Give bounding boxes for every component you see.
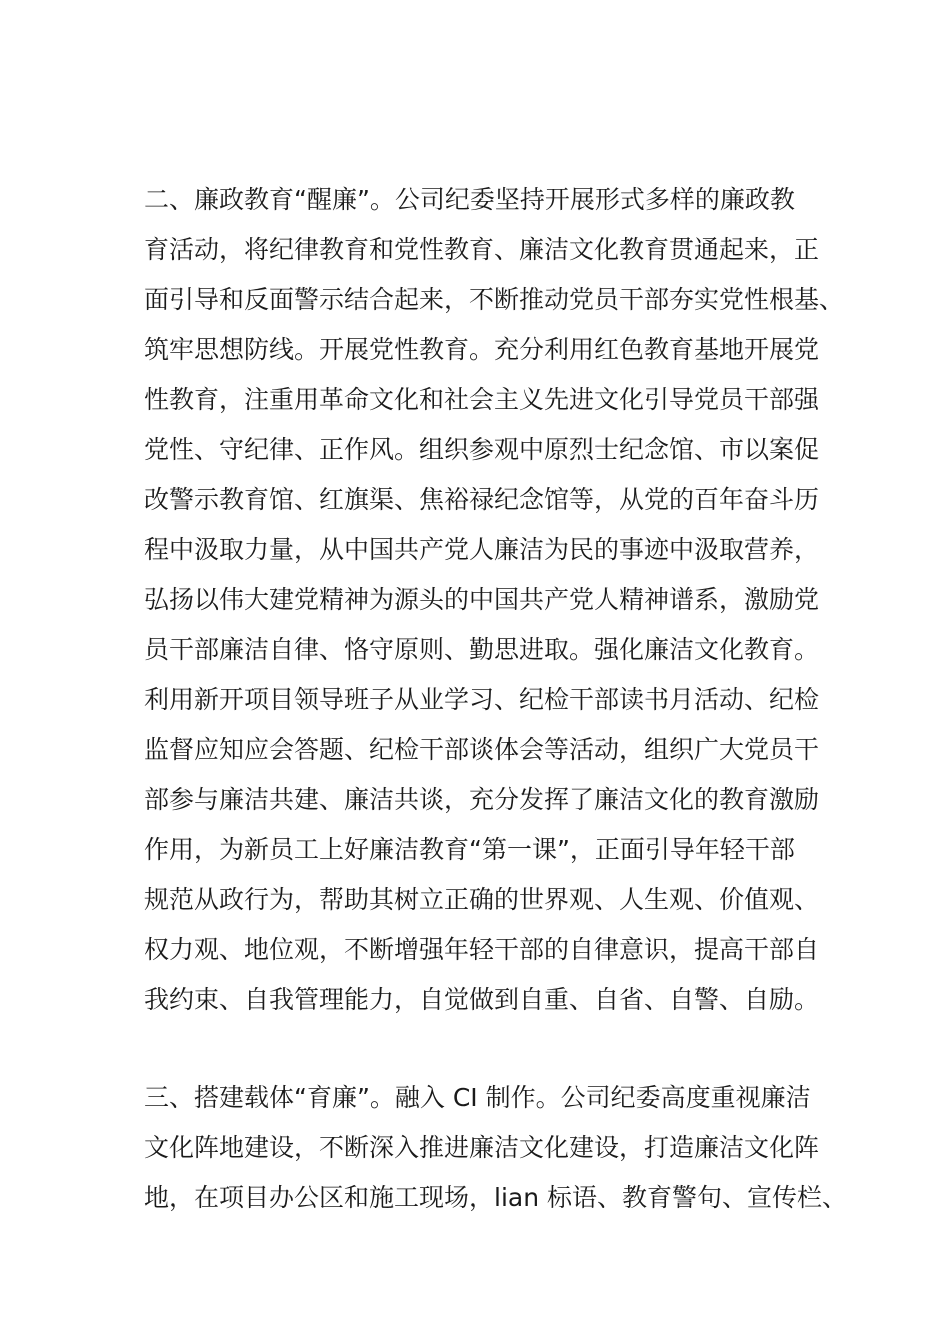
paragraph-1-line-2: 育活动，将纪律教育和党性教育、廉洁文化教育贯通起来，正	[144, 235, 820, 264]
paragraph-1-line-14: 作用，为新员工上好廉洁教育“第一课”，正面引导年轻干部	[144, 835, 795, 864]
paragraph-1-line-12: 监督应知应会答题、纪检干部谈体会等活动，组织广大党员干	[144, 735, 820, 764]
paragraph-1-line-4: 筑牢思想防线。开展党性教育。充分利用红色教育基地开展党	[144, 335, 820, 364]
paragraph-2-line-1: 三、搭建载体“育廉”。融入 CI 制作。公司纪委高度重视廉洁	[144, 1083, 811, 1112]
paragraph-1-line-16: 权力观、地位观，不断增强年轻干部的自律意识，提高干部自	[144, 935, 820, 964]
paragraph-1-line-3: 面引导和反面警示结合起来，不断推动党员干部夯实党性根基、	[144, 285, 845, 314]
paragraph-1-line-11: 利用新开项目领导班子从业学习、纪检干部读书月活动、纪检	[144, 685, 820, 714]
paragraph-1-line-13: 部参与廉洁共建、廉洁共谈，充分发挥了廉洁文化的教育激励	[144, 785, 820, 814]
paragraph-1-line-6: 党性、守纪律、正作风。组织参观中原烈士纪念馆、市以案促	[144, 435, 820, 464]
paragraph-2-line-3: 地，在项目办公区和施工现场，lian 标语、教育警句、宣传栏、	[144, 1183, 848, 1212]
paragraph-1-line-7: 改警示教育馆、红旗渠、焦裕禄纪念馆等，从党的百年奋斗历	[144, 485, 820, 514]
paragraph-1-line-5: 性教育，注重用革命文化和社会主义先进文化引导党员干部强	[144, 385, 820, 414]
paragraph-1-line-10: 员干部廉洁自律、恪守原则、勤思进取。强化廉洁文化教育。	[144, 635, 820, 664]
paragraph-2-line-2: 文化阵地建设，不断深入推进廉洁文化建设，打造廉洁文化阵	[144, 1133, 820, 1162]
paragraph-1-line-9: 弘扬以伟大建党精神为源头的中国共产党人精神谱系，激励党	[144, 585, 820, 614]
paragraph-1-line-1: 二、廉政教育“醒廉”。公司纪委坚持开展形式多样的廉政教	[144, 185, 795, 214]
paragraph-1-line-17: 我约束、自我管理能力，自觉做到自重、自省、自警、自励。	[144, 985, 820, 1014]
paragraph-1-line-8: 程中汲取力量，从中国共产党人廉洁为民的事迹中汲取营养，	[144, 535, 820, 564]
paragraph-1-line-15: 规范从政行为，帮助其树立正确的世界观、人生观、价值观、	[144, 885, 820, 914]
